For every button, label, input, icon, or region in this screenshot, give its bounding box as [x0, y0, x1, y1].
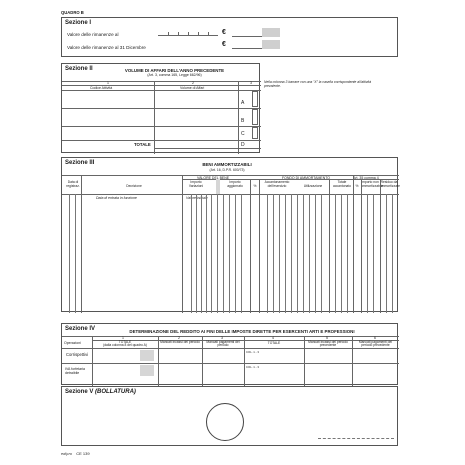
col-header: Importo Variazioni [188, 180, 204, 188]
row-letter: B [241, 118, 245, 124]
prevalent-checkbox[interactable] [252, 91, 258, 107]
total-label: TOTALE [134, 142, 151, 147]
section-3-title: Sezione III [65, 160, 95, 166]
grey-cell [262, 40, 280, 49]
ref-col-1: COL. 1 - 3 [246, 350, 259, 354]
section-4-heading: DETERMINAZIONE DEL REDDITO AI FINI DELLE IMPOSTE DIRETTE PER ESERCENTI ARTI E PROFESSIONI [129, 329, 355, 334]
col-header: Totale accantonato [333, 180, 351, 188]
col-header: Accantonamento dell'esercizio [264, 180, 290, 188]
inventory-start-date-field[interactable] [158, 30, 218, 36]
section-2-note: Nella colonna 3 barrare con una "X" la casella corrispondente all'attività prevalente. [264, 80, 372, 89]
col-header: % [253, 184, 257, 188]
section-2-heading [92, 68, 257, 78]
col-header-total [93, 341, 157, 349]
section-4 [61, 323, 398, 385]
group-fund: FONDO DI AMMORTAMENTO [282, 175, 331, 180]
prevalent-checkbox[interactable] [252, 127, 258, 139]
section-3-subheading: (Art. 16, D.P.R. 600/73) [209, 168, 245, 172]
row-letter: A [241, 100, 245, 106]
footer [61, 451, 90, 456]
col-header-volume: Volume di Affari [180, 85, 205, 90]
col-number: 2 [192, 81, 194, 85]
col-number: 2 [178, 336, 180, 340]
grey-cell [262, 28, 280, 37]
row-label-iva: IVA forfetaria detraibile [65, 367, 85, 375]
inventory-start-label: Valore delle rimanenze al [67, 32, 119, 37]
col-number: 1 [107, 81, 109, 85]
row-label-corrispettivi: Corrispettivi [66, 352, 89, 357]
section-4-title: Sezione IV [65, 326, 96, 332]
col-header-activity-code: Codice Attività [90, 85, 113, 90]
section-5-title-text: Sezione V [65, 389, 94, 395]
quadro-label: QUADRO B [61, 10, 84, 15]
row-letter: D [241, 142, 245, 148]
section-5-title [65, 389, 136, 395]
section-2-subheading: (Art. 3, comma 165, Legge 662/96) [147, 73, 202, 77]
section-2 [61, 63, 260, 153]
row-label-operations: Operazioni [64, 341, 81, 345]
section-5 [61, 386, 398, 446]
col-header: Mancati incassi del periodo precedente [308, 339, 348, 348]
sample-entry-date: Data di entrata in funzione [96, 196, 137, 200]
col-header-total-label: TOTALE [118, 339, 132, 344]
ref-col-2: COL. 1 - 3 [246, 365, 259, 369]
publisher-logo: edipro [61, 451, 73, 456]
col-number: 3 [250, 81, 252, 85]
section-5-subtitle: (BOLLATURA) [95, 389, 136, 395]
col-header-total-sub: (dalla colonna 8 del quadro A) [103, 343, 147, 348]
col-number: 3 [221, 336, 223, 340]
col-header: Data di registraz. [66, 180, 80, 188]
inventory-end-label: Valore delle rimanenze al 31 Dicembre [67, 45, 146, 50]
section-3-heading-text: BENI AMMORTIZZABILI [202, 162, 252, 167]
col-number: 4 [272, 336, 274, 340]
col-header: Mancati pagamenti del periodo [206, 339, 240, 348]
sample-entry-value: Valore iniziale [186, 196, 208, 200]
euro-symbol: € [222, 41, 226, 48]
row-letter: C [241, 131, 245, 137]
signature-line[interactable] [318, 438, 394, 439]
section-3 [61, 157, 398, 312]
col-header: % [355, 184, 359, 188]
col-header: Residuo da ammortizzare [380, 180, 400, 188]
col-header: Importo aggiornato [227, 180, 243, 188]
section-1-title: Sezione I [65, 20, 92, 26]
col-header: Mancati pagamenti del periodo precedente [358, 339, 393, 348]
section-2-heading-text: VOLUME DI AFFARI DELL'ANNO PRECEDENTE [124, 68, 225, 73]
group-art35: Art. 35 comma 4 [353, 175, 379, 180]
col-number: 6 [374, 336, 376, 340]
form-code: CE 139 [76, 451, 90, 456]
col-header: Mancati incassi del periodo [160, 339, 200, 344]
group-value: VALORE DEL BENE [197, 175, 230, 180]
section-3-heading [172, 162, 282, 173]
euro-symbol: € [222, 29, 226, 36]
stamp-circle [206, 403, 244, 441]
col-header: TOTALE [267, 341, 281, 345]
prevalent-checkbox[interactable] [252, 109, 258, 125]
col-header: Importo non ammortizzabile [361, 180, 384, 188]
col-header: Utilizzazione [303, 184, 323, 188]
col-number: 5 [326, 336, 328, 340]
section-2-title: Sezione II [65, 66, 93, 72]
col-number: 1 [122, 336, 124, 340]
col-header: Decrizione [126, 184, 142, 188]
section-1 [61, 17, 398, 57]
